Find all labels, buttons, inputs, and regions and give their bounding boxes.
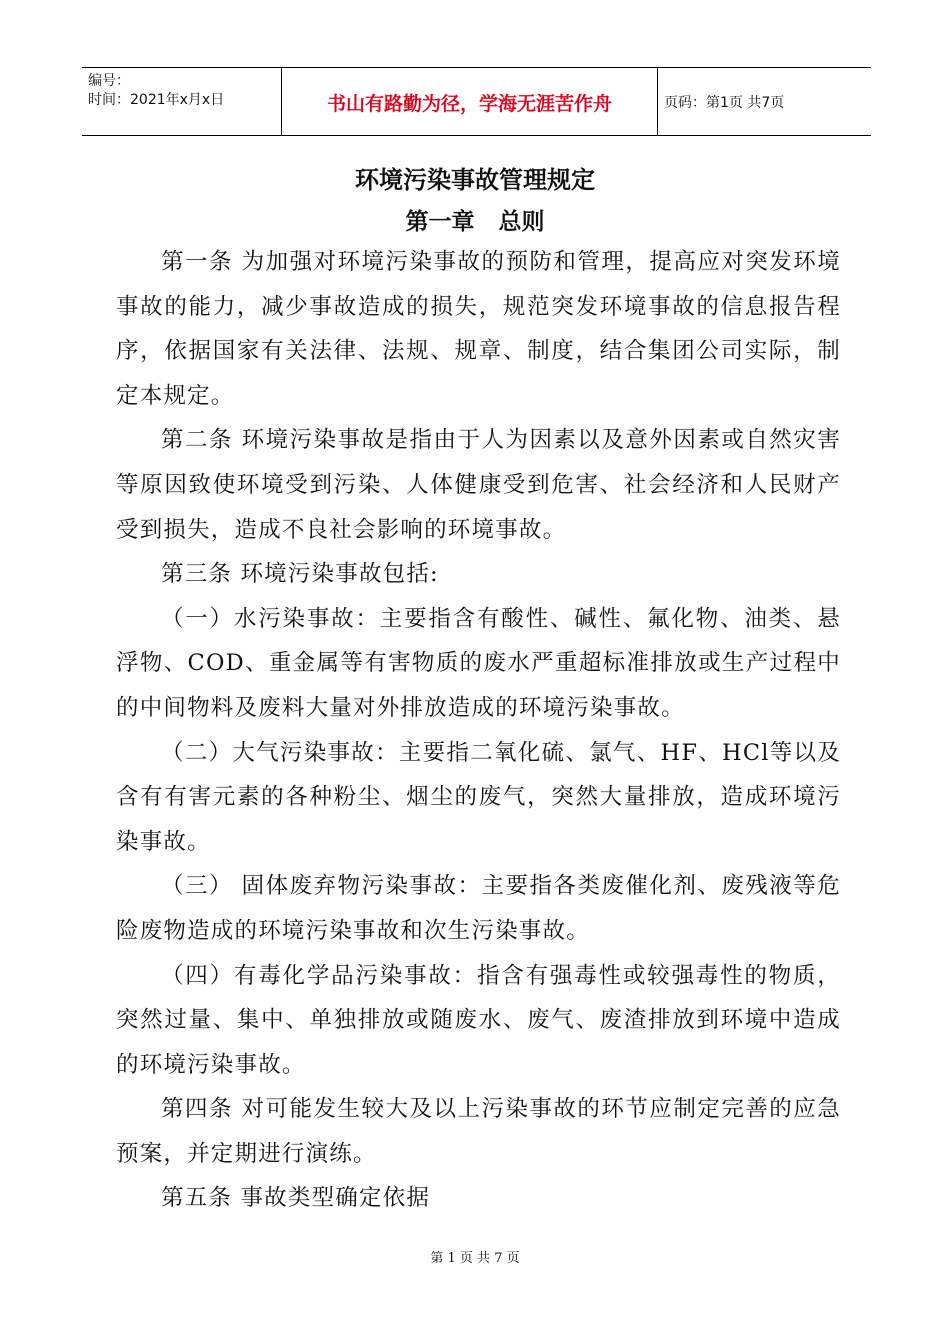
paragraph-item-4: （四）有毒化学品污染事故：指含有强毒性或较强毒性的物质，突然过量、集中、单独排放或随废水、废气、废渣排放到环境中造成的环境污染事故。 [116,962,841,1078]
chapter-title: 第一章 总则 [405,209,545,235]
paragraph-article-3: 第三条 环境污染事故包括: [161,561,439,588]
paragraph-article-2: 第二条 环境污染事故是指由于人为因素以及意外因素或自然灾害等原因致使环境受到污染、人体健康受到危害、社会经济和人民财产受到损失，造成不良社会影响的环境事故。 [116,427,841,543]
header-motto: 书山有路勤为径，学海无涯苦作舟 [282,68,658,135]
header-page-info: 页码：第1页 共7页 [664,94,785,111]
paragraph-article-4: 第四条 对可能发生较大及以上污染事故的环节应制定完善的应急预案，并定期进行演练。 [116,1096,841,1167]
document-number-label: 编号： [88,73,130,89]
document-body [116,240,841,1221]
paragraph-item-2: （二）大气污染事故：主要指二氧化硫、氯气、HF、HCl等以及含有有害元素的各种粉尘、烟尘的废气，突然大量排放，造成环境污染事故。 [116,739,841,855]
document-time-label: 时间：2021年x月x日 [88,92,225,108]
paragraph-article-5: 第五条 事故类型确定依据 [161,1185,431,1212]
page-footer: 第 1 页 共 7 页 [430,1251,520,1266]
paragraph-article-1: 第一条 为加强对环境污染事故的预防和管理，提高应对突发环境事故的能力，减少事故造成的损失，规范突发环境事故的信息报告程序，依据国家有关法律、法规、规章、制度，结合集团公司实际，制定本规定。 [116,249,841,409]
page-header [82,67,871,136]
document-title: 环境污染事故管理规定 [355,166,595,194]
header-meta [82,68,282,135]
paragraph-item-1: （一）水污染事故：主要指含有酸性、碱性、氟化物、油类、悬浮物、COD、重金属等有害物质的废水严重超标准排放或生产过程中的中间物料及废料大量对外排放造成的环境污染事故。 [116,605,841,721]
paragraph-item-3: （三） 固体废弃物污染事故：主要指各类废催化剂、废残液等危险废物造成的环境污染事故和次生污染事故。 [116,873,841,944]
